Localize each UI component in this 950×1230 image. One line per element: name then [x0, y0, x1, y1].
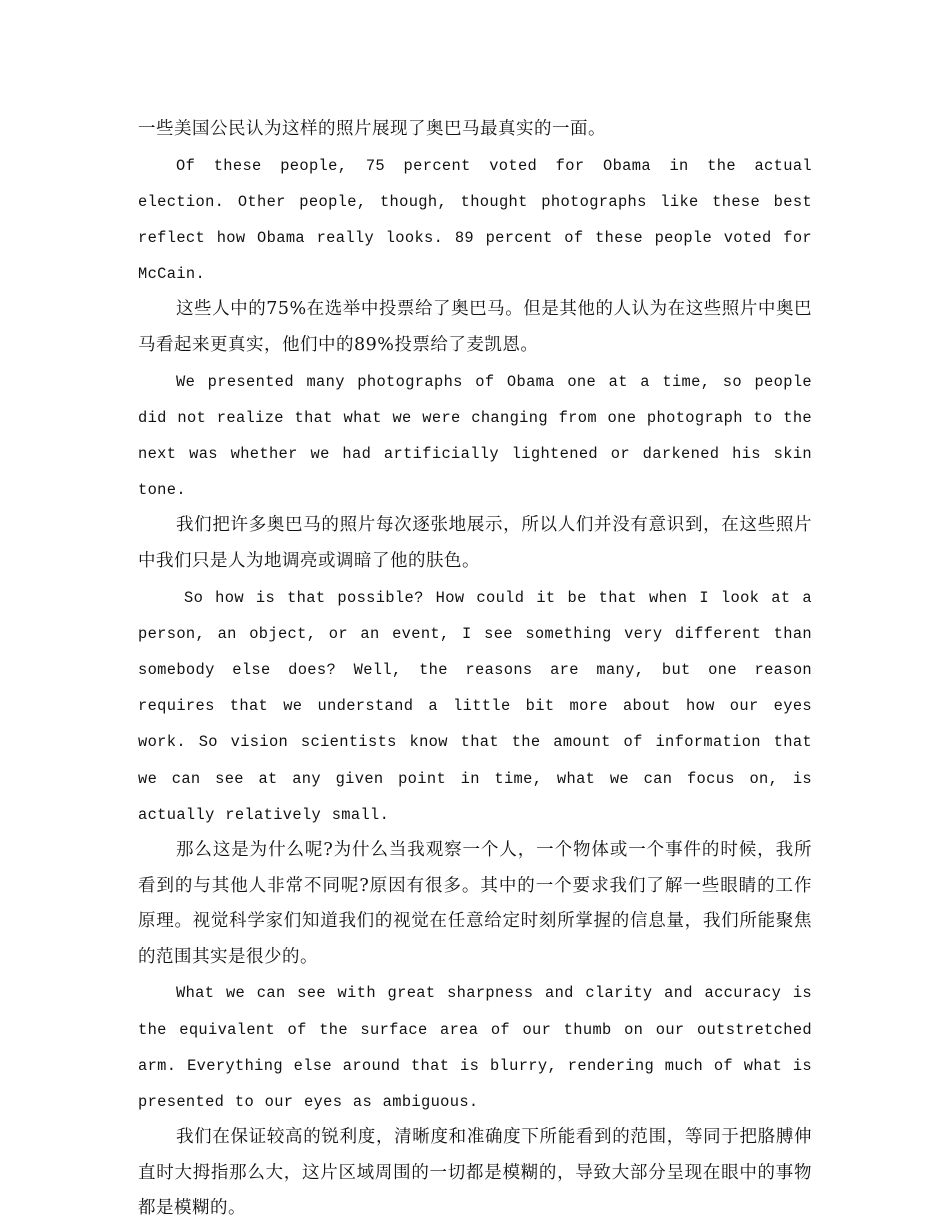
document-page [138, 112, 812, 1227]
paragraph-en-4: What we can see with great sharpness and clarity and accuracy is the equivalent of the surface area of our thumb on our outstretched arm. Everything else around that is blurry, rendering much of what is presented to our eyes as ambiguous. [138, 984, 812, 1111]
paragraph-en-1: Of these people, 75 percent voted for Obama in the actual election. Other people, though, thought photographs like these best reflect how Obama really looks. 89 percent of these people voted for McCain. [138, 156, 812, 284]
paragraph-zh-4: 那么这是为什么呢?为什么当我观察一个人，一个物体或一个事件的时候，我所看到的与其他人非常不同呢?原因有很多。其中的一个要求我们了解一些眼睛的工作原理。视觉科学家们知道我们的视觉在任意给定时刻所掌握的信息量，我们所能聚焦的范围其实是很少的。 [138, 840, 812, 967]
paragraph-en-3: So how is that possible? How could it be that when I look at a person, an object, or an event, I see something very different than somebody else does? Well, the reasons are many, but one reason requires that we understand a little bit more about how our eyes work. So vision scientists know that the amount of information that we can see at any given point in time, what we can focus on, is actually relatively small. [138, 588, 812, 824]
paragraph-zh-1: 一些美国公民认为这样的照片展现了奥巴马最真实的一面。 [138, 119, 606, 139]
paragraph-zh-5: 我们在保证较高的锐利度，清晰度和准确度下所能看到的范围，等同于把胳膊伸直时大拇指那么大，这片区域周围的一切都是模糊的，导致大部分呈现在眼中的事物都是模糊的。 [138, 1127, 812, 1219]
paragraph-en-2: We presented many photographs of Obama one at a time, so people did not realize that what we were changing from one photograph to the next was whether we had artificially lightened or darkened his skin tone. [138, 372, 812, 500]
paragraph-zh-2: 这些人中的75%在选举中投票给了奥巴马。但是其他的人认为在这些照片中奥巴马看起来更真实，他们中的89%投票给了麦凯恩。 [138, 299, 812, 355]
paragraph-zh-3: 我们把许多奥巴马的照片每次逐张地展示，所以人们并没有意识到，在这些照片中我们只是人为地调亮或调暗了他的肤色。 [138, 515, 812, 571]
